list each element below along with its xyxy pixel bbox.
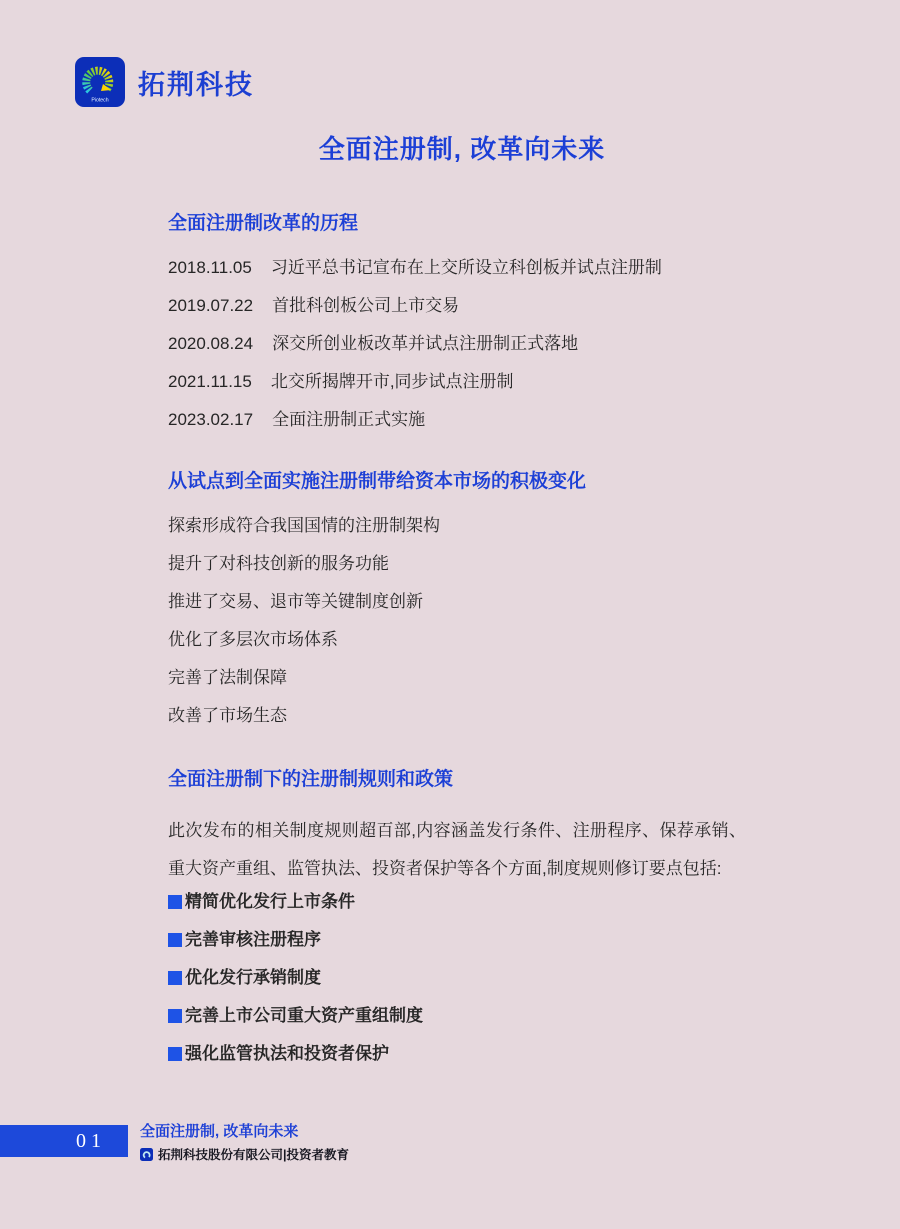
bullet-square-icon (168, 895, 182, 909)
section-changes (168, 471, 746, 727)
bullet-item (168, 966, 746, 989)
timeline-text: 深交所创业板改革并试点注册制正式落地 (272, 334, 579, 353)
timeline-text: 北交所揭牌开市,同步试点注册制 (270, 372, 514, 391)
timeline-date: 2018.11.05 (168, 258, 252, 277)
list-item: 探索形成符合我国国情的注册制架构 (168, 516, 440, 535)
timeline-item (168, 332, 746, 355)
bullet-item (168, 928, 746, 951)
rules-paragraph: 此次发布的相关制度规则超百部,内容涵盖发行条件、注册程序、保荐承销、重大资产重组、监管执法、投资者保护等各个方面,制度规则修订要点包括: (168, 821, 746, 878)
footer-company-line (140, 1145, 349, 1163)
brand-logo-caption: Piotech (91, 97, 109, 104)
timeline-text: 习近平总书记宣布在上交所设立科创板并试点注册制 (270, 258, 662, 277)
bullet-square-icon (168, 971, 182, 985)
bullet-text: 完善审核注册程序 (185, 930, 321, 949)
footer-title: 全面注册制, 改革向未来 (140, 1123, 299, 1140)
bullet-square-icon (168, 1009, 182, 1023)
footer (140, 1123, 349, 1163)
timeline-item (168, 294, 746, 317)
footer-company-text: 拓荆科技股份有限公司|投资者教育 (158, 1148, 349, 1162)
section-history (168, 213, 746, 431)
bullet-item (168, 890, 746, 913)
bullet-text: 精简优化发行上市条件 (185, 892, 355, 911)
page-number-bar (0, 1125, 128, 1157)
footer-logo-icon (140, 1148, 153, 1161)
list-item: 提升了对科技创新的服务功能 (168, 554, 389, 573)
section-rules (168, 769, 746, 1065)
bullet-item (168, 1042, 746, 1065)
timeline-date: 2023.02.17 (168, 410, 254, 429)
section-heading: 全面注册制改革的历程 (168, 213, 359, 234)
bullet-square-icon (168, 1047, 182, 1061)
timeline-text: 首批科创板公司上市交易 (272, 296, 460, 315)
timeline-date: 2020.08.24 (168, 334, 254, 353)
brand-name: 拓荆科技 (138, 69, 254, 100)
list-item: 完善了法制保障 (168, 668, 287, 687)
list-item: 优化了多层次市场体系 (168, 630, 338, 649)
section-heading: 从试点到全面实施注册制带给资本市场的积极变化 (168, 471, 587, 492)
list-item: 推进了交易、退市等关键制度创新 (168, 592, 423, 611)
timeline-date: 2019.07.22 (168, 296, 254, 315)
header (75, 57, 254, 107)
brand-logo-icon (75, 57, 125, 107)
rules-bullet-list (168, 890, 746, 1065)
bullet-text: 完善上市公司重大资产重组制度 (185, 1006, 423, 1025)
timeline-text: 全面注册制正式实施 (272, 410, 426, 429)
bullet-square-icon (168, 933, 182, 947)
page-title: 全面注册制, 改革向未来 (318, 134, 606, 164)
page-number: 01 (76, 1129, 106, 1152)
bullet-text: 强化监管执法和投资者保护 (185, 1044, 389, 1063)
content (168, 213, 746, 1080)
bullet-text: 优化发行承销制度 (185, 968, 321, 987)
timeline-item (168, 408, 746, 431)
section-heading: 全面注册制下的注册制规则和政策 (168, 769, 454, 790)
timeline-date: 2021.11.15 (168, 372, 252, 391)
timeline-item (168, 256, 746, 279)
timeline-item (168, 370, 746, 393)
list-item: 改善了市场生态 (168, 706, 287, 725)
bullet-item (168, 1004, 746, 1027)
